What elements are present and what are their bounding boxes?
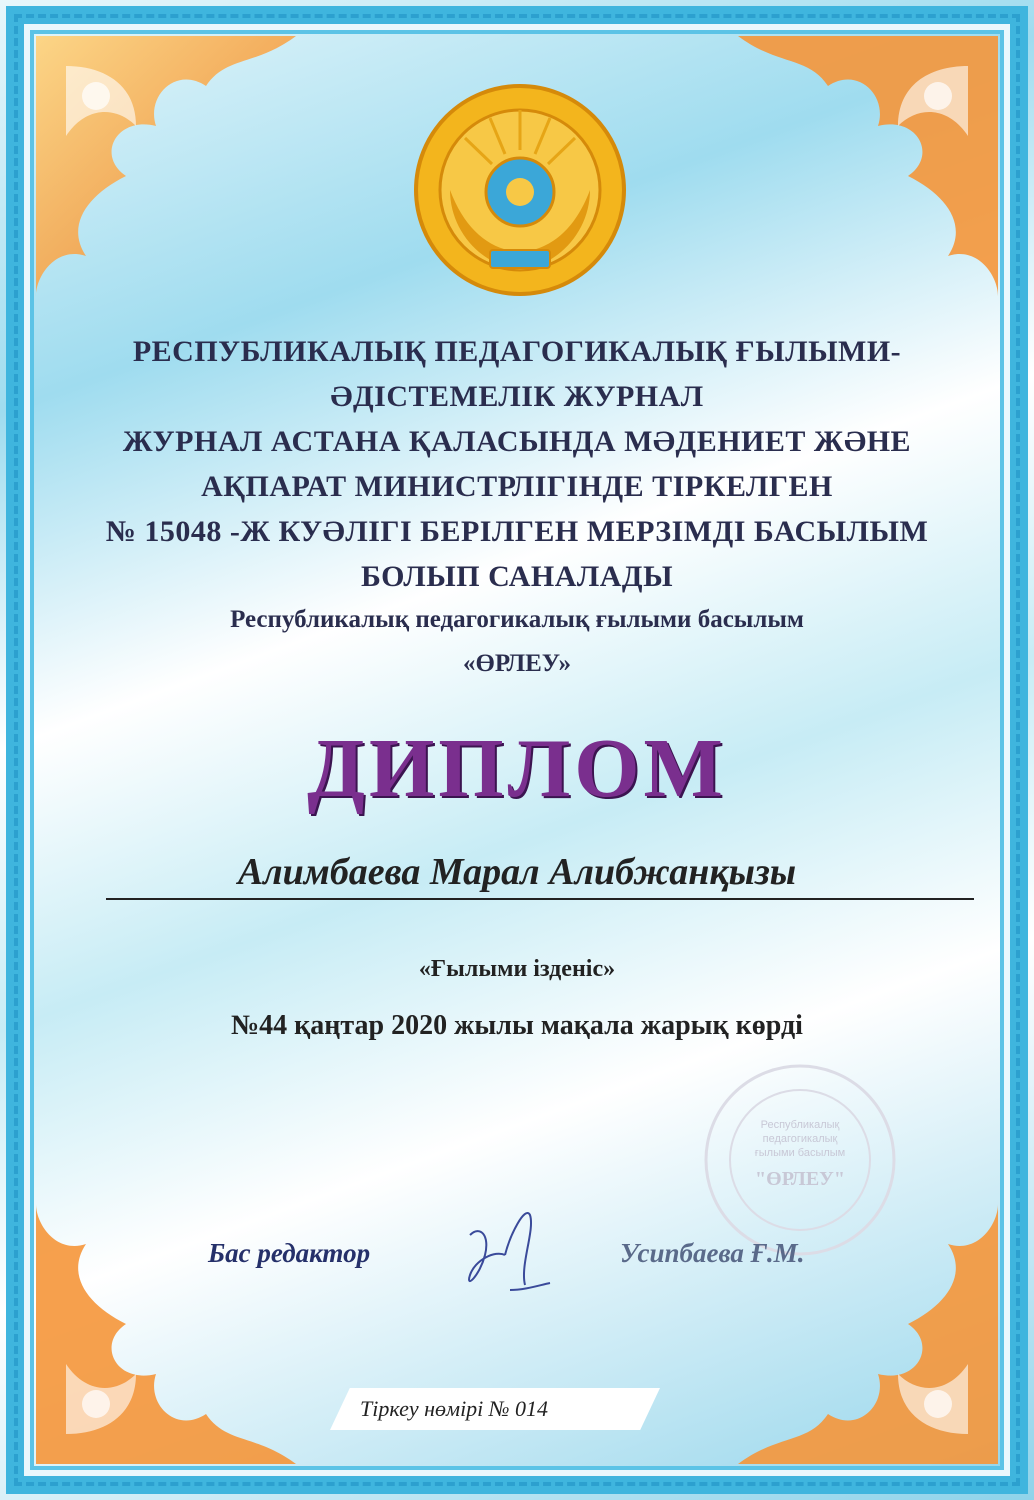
signature-icon — [450, 1195, 560, 1305]
publication-name: «ӨРЛЕУ» — [462, 650, 572, 677]
editor-name: Усипбаева Ғ.М. — [620, 1238, 805, 1268]
corner-ornament-icon — [26, 1194, 306, 1474]
stamp-name: "ӨРЛЕУ" — [755, 1168, 845, 1190]
stamp-line: ғылыми басылым — [754, 1147, 846, 1159]
stamp-icon — [700, 1060, 900, 1260]
corner-ornament-icon — [26, 26, 306, 306]
state-emblem-icon — [410, 80, 630, 300]
editor-label: Бас редактор — [208, 1238, 371, 1268]
stamp-text — [735, 1118, 865, 1160]
stamp-line: педагогикалық — [762, 1133, 838, 1145]
header-line: АҚПАРАТ МИНИСТРЛІГІНДЕ ТІРКЕЛГЕН — [201, 470, 833, 503]
publication-note: №44 қаңтар 2020 жылы мақала жарық көрді — [231, 1010, 803, 1041]
name-underline — [106, 898, 974, 900]
registration-number: Тіркеу нөмірі № 014 — [360, 1396, 549, 1421]
stamp-line: Республикалық — [760, 1119, 840, 1131]
subtitle: Республикалық педагогикалық ғылыми басылым — [230, 606, 804, 633]
header-line: БОЛЫП САНАЛАДЫ — [360, 560, 674, 593]
journal-title: «Ғылыми ізденіс» — [418, 956, 616, 982]
corner-ornament-icon — [728, 26, 1008, 306]
diploma-title: ДИПЛОМ — [307, 722, 727, 815]
header-line: ӘДІСТЕМЕЛІК ЖУРНАЛ — [330, 380, 704, 413]
header-line: ЖУРНАЛ АСТАНА ҚАЛАСЫНДА МӘДЕНИЕТ ЖӘНЕ — [122, 425, 912, 458]
header-line: РЕСПУБЛИКАЛЫҚ ПЕДАГОГИКАЛЫҚ ҒЫЛЫМИ- — [132, 335, 902, 368]
header-line: № 15048 -Ж КУӘЛІГІ БЕРІЛГЕН МЕРЗІМДІ БАСЫЛЫМ — [105, 515, 929, 548]
recipient-name: Алимбаева Марал Алибжанқызы — [237, 851, 797, 893]
